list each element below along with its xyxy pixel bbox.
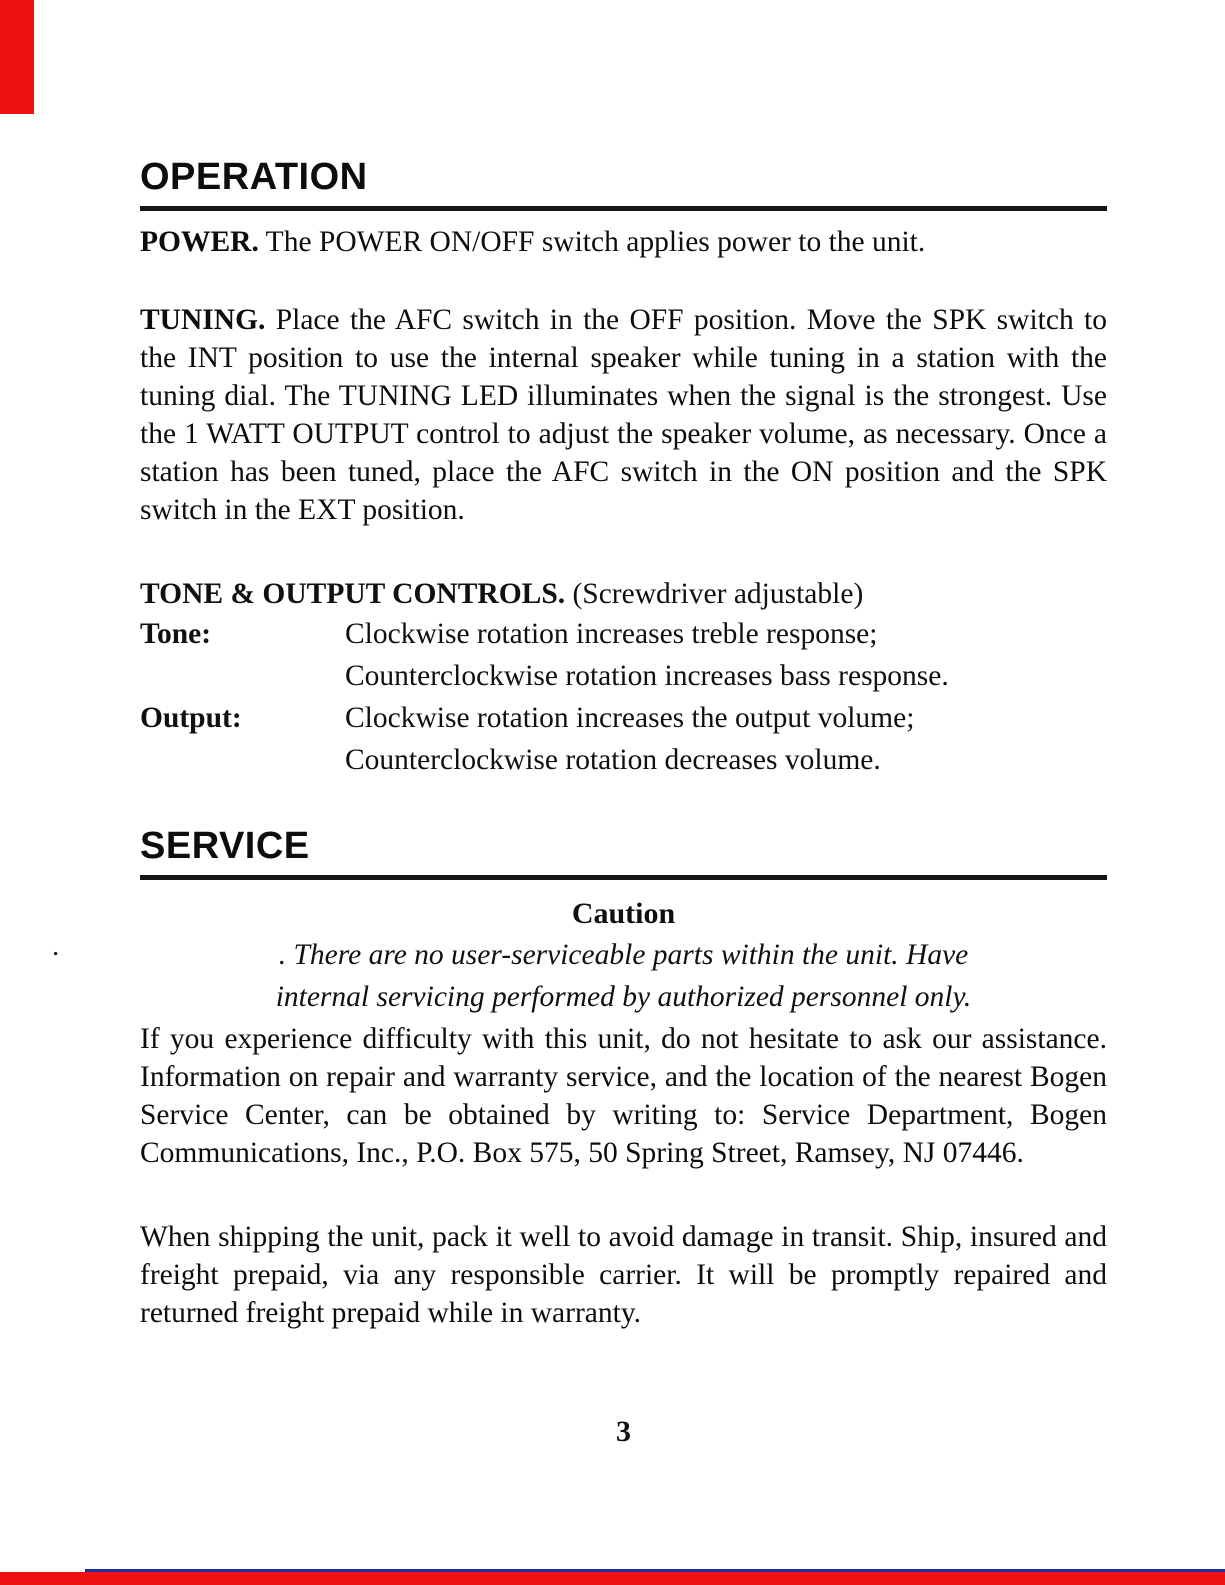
tuning-text: Place the AFC switch in the OFF position. Move the SPK switch to the INT position to use the internal speaker while tuning in a station with the tuning dial. The TUNING LED illuminates when the signal is the strongest. Use the 1 WATT OUTPUT control to adjust the speaker volume, as necessary. Once a station has been tuned, place the AFC switch in the ON position and the SPK switch in the EXT position. [140, 304, 1107, 526]
caution-prefix: . [278, 939, 294, 971]
power-lead: POWER. [140, 226, 259, 258]
scan-artifact-corner-bar [0, 0, 34, 114]
power-text: The POWER ON/OFF switch applies power to the unit. [258, 226, 926, 258]
service-heading: SERVICE [140, 825, 310, 867]
output-control-row [140, 697, 1107, 781]
tone-label: Tone: [140, 618, 212, 650]
output-line-2: Counterclockwise rotation decreases volume. [345, 744, 881, 776]
output-line-1: Clockwise rotation increases the output volume; [345, 702, 915, 734]
caution-line-1 [140, 934, 1107, 976]
shipping-paragraph: When shipping the unit, pack it well to avoid damage in transit. Ship, insured and freight prepaid, via any responsible carrier. It will be promptly repaired and returned freight prepaid while in warranty. [140, 1221, 1107, 1329]
service-section [140, 825, 1107, 1332]
tone-lines [345, 613, 1107, 697]
operation-heading: OPERATION [140, 156, 368, 198]
caution-line-1-text: There are no user-serviceable parts within the unit. Have [293, 939, 969, 971]
operation-heading-rule [140, 206, 1107, 211]
tone-output-heading-rest: (Screwdriver adjustable) [565, 578, 864, 610]
scan-artifact-bottom-bar [0, 1572, 1225, 1585]
power-paragraph [140, 223, 1107, 261]
tone-line-2: Counterclockwise rotation increases bass response. [345, 660, 949, 692]
output-lines [345, 697, 1107, 781]
tone-output-heading [140, 575, 1107, 613]
caution-line-2: internal servicing performed by authorized personnel only. [275, 981, 972, 1013]
tone-output-heading-lead: TONE & OUTPUT CONTROLS. [140, 578, 566, 610]
tone-control-row [140, 613, 1107, 697]
service-paragraph: If you experience difficulty with this unit, do not hesitate to ask our assistance. Information on repair and warranty service, and the location of the nearest Bogen Service Center, can be obtained by writing to: Service Department, Bogen Communications, Inc., P.O. Box 575, 50 Spring Street, Ramsey, NJ 07446. [140, 1023, 1107, 1169]
tone-line-1: Clockwise rotation increases treble response; [345, 618, 878, 650]
document-page [140, 156, 1107, 1332]
caution-title: Caution [571, 897, 676, 930]
service-heading-rule [140, 875, 1107, 880]
tuning-paragraph [140, 301, 1107, 529]
scan-artifact-stray-dot: . [52, 930, 60, 962]
tuning-lead: TUNING. [140, 304, 266, 336]
output-label: Output: [140, 702, 242, 734]
page-number: 3 [616, 1415, 631, 1448]
